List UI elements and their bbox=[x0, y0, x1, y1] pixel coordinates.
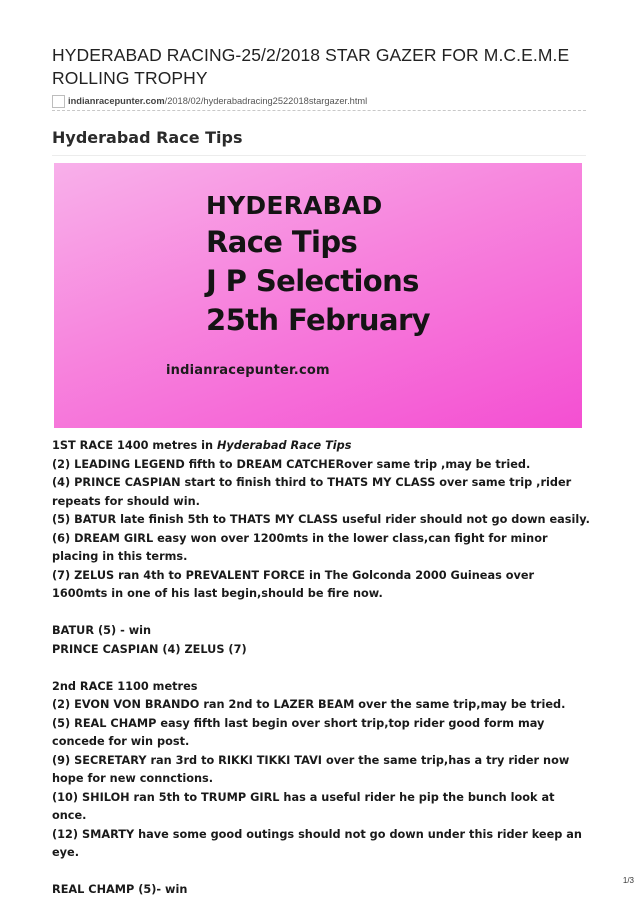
race1-pick-others: PRINCE CASPIAN (4) ZELUS (7) bbox=[52, 642, 247, 656]
section-heading: Hyderabad Race Tips bbox=[52, 128, 586, 156]
page-title: HYDERABAD RACING-25/2/2018 STAR GAZER FOR M.C.E.M.E ROLLING TROPHY bbox=[52, 45, 570, 88]
banner-image bbox=[54, 163, 582, 428]
race1-entry: (2) LEADING LEGEND fifth to DREAM CATCHERover same trip ,may be tried. bbox=[52, 457, 531, 471]
race1-entry: (5) BATUR late finish 5th to THATS MY CLASS useful rider should not go down easily. bbox=[52, 513, 590, 526]
race2-entry: (10) SHILOH ran 5th to TRUMP GIRL has a useful rider he pip the bunch look at once. bbox=[52, 790, 555, 822]
race1-entry: (6) DREAM GIRL easy won over 1200mts in the lower class,can fight for minor placing in this terms. bbox=[52, 531, 548, 563]
spacer bbox=[52, 863, 592, 882]
banner-site: indianracepunter.com bbox=[166, 363, 330, 378]
source-url[interactable] bbox=[68, 96, 367, 106]
race1-entry: (4) PRINCE CASPIAN start to finish third to THATS MY CLASS over same trip ,rider repeats for should win. bbox=[52, 476, 572, 508]
banner-line-1: HYDERABAD bbox=[206, 191, 383, 220]
source-path: /2018/02/hyderabadracing2522018stargazer.html bbox=[164, 96, 368, 106]
race2-entry: (2) EVON VON BRANDO ran 2nd to LAZER BEAM over the same trip,may be tried. bbox=[52, 698, 566, 711]
race2-heading: 2nd RACE 1100 metres bbox=[52, 679, 198, 693]
race2-entry: (9) SECRETARY ran 3rd to RIKKI TIKKI TAVI over the same trip,has a try rider now hope for new connctions. bbox=[52, 753, 570, 785]
banner-line-3: J P Selections bbox=[206, 264, 419, 298]
source-link[interactable] bbox=[52, 92, 586, 111]
race1-pick-win: BATUR (5) - win bbox=[52, 624, 152, 637]
source-domain: indianracepunter.com bbox=[68, 96, 165, 106]
article-body bbox=[52, 437, 592, 900]
race2-entry: (5) REAL CHAMP easy fifth last begin over short trip,top rider good form may concede for win post. bbox=[52, 716, 545, 748]
banner-line-2: Race Tips bbox=[206, 225, 358, 259]
race1-heading-link: Hyderabad Race Tips bbox=[216, 439, 352, 452]
race1-heading: 1ST RACE 1400 metres in bbox=[52, 439, 217, 452]
favicon-icon bbox=[52, 95, 65, 108]
race1-entry: (7) ZELUS ran 4th to PREVALENT FORCE in The Golconda 2000 Guineas over 1600mts in one of his last begin,should be fire now. bbox=[52, 568, 535, 600]
race-heading bbox=[52, 437, 592, 456]
spacer bbox=[52, 659, 592, 678]
race2-entry: (12) SMARTY have some good outings should not go down under this rider keep an eye. bbox=[52, 827, 582, 859]
spacer bbox=[52, 604, 592, 623]
page-number: 1/3 bbox=[622, 876, 634, 885]
race2-pick-win: REAL CHAMP (5)- win bbox=[52, 883, 188, 896]
banner-line-4: 25th February bbox=[206, 303, 430, 337]
